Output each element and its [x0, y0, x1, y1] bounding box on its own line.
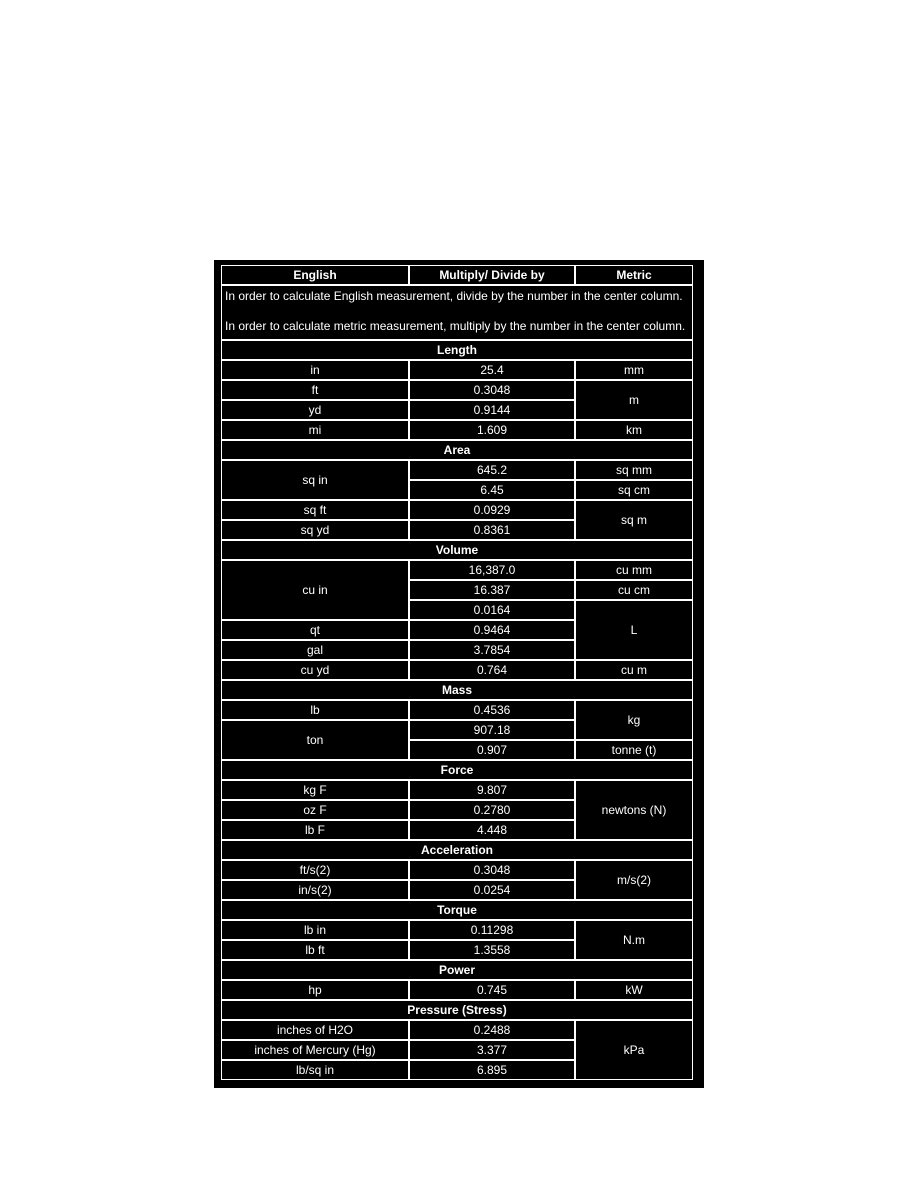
english-unit: hp — [221, 980, 409, 1000]
conversion-table — [214, 260, 704, 1088]
metric-unit: newtons (N) — [575, 780, 693, 840]
header-metric: Metric — [575, 265, 693, 285]
section-mass: Mass — [221, 680, 693, 700]
factor-value: 0.907 — [409, 740, 575, 760]
metric-unit: kPa — [575, 1020, 693, 1080]
factor-value: 4.448 — [409, 820, 575, 840]
english-unit: sq ft — [221, 500, 409, 520]
metric-unit: sq m — [575, 500, 693, 540]
factor-value: 16,387.0 — [409, 560, 575, 580]
english-unit: lb F — [221, 820, 409, 840]
factor-value: 0.9144 — [409, 400, 575, 420]
metric-unit: kW — [575, 980, 693, 1000]
factor-value: 9.807 — [409, 780, 575, 800]
note-metric: In order to calculate metric measurement, multiply by the number in the center column. — [225, 319, 686, 333]
factor-value: 0.3048 — [409, 380, 575, 400]
factor-value: 907.18 — [409, 720, 575, 740]
section-torque: Torque — [221, 900, 693, 920]
english-unit: lb ft — [221, 940, 409, 960]
factor-value: 0.8361 — [409, 520, 575, 540]
factor-value: 25.4 — [409, 360, 575, 380]
english-unit: lb — [221, 700, 409, 720]
metric-unit: m/s(2) — [575, 860, 693, 900]
factor-value: 0.2780 — [409, 800, 575, 820]
metric-unit: cu cm — [575, 580, 693, 600]
english-unit: inches of H2O — [221, 1020, 409, 1040]
factor-value: 0.0254 — [409, 880, 575, 900]
section-power: Power — [221, 960, 693, 980]
english-unit: ft — [221, 380, 409, 400]
factor-value: 0.745 — [409, 980, 575, 1000]
factor-value: 6.895 — [409, 1060, 575, 1080]
factor-value: 0.3048 — [409, 860, 575, 880]
metric-unit: cu mm — [575, 560, 693, 580]
section-volume: Volume — [221, 540, 693, 560]
factor-value: 0.11298 — [409, 920, 575, 940]
header-factor: Multiply/ Divide by — [409, 265, 575, 285]
english-unit: lb/sq in — [221, 1060, 409, 1080]
factor-value: 0.4536 — [409, 700, 575, 720]
metric-unit: L — [575, 600, 693, 660]
section-pressure: Pressure (Stress) — [221, 1000, 693, 1020]
section-length: Length — [221, 340, 693, 360]
factor-value: 3.377 — [409, 1040, 575, 1060]
english-unit: sq yd — [221, 520, 409, 540]
instructions-note — [221, 285, 693, 340]
factor-value: 3.7854 — [409, 640, 575, 660]
metric-unit: tonne (t) — [575, 740, 693, 760]
section-force: Force — [221, 760, 693, 780]
factor-value: 0.9464 — [409, 620, 575, 640]
english-unit: inches of Mercury (Hg) — [221, 1040, 409, 1060]
metric-unit: sq cm — [575, 480, 693, 500]
factor-value: 0.2488 — [409, 1020, 575, 1040]
english-unit: in — [221, 360, 409, 380]
metric-unit: N.m — [575, 920, 693, 960]
english-unit: oz F — [221, 800, 409, 820]
english-unit: mi — [221, 420, 409, 440]
note-english: In order to calculate English measurement, divide by the number in the center column. — [225, 289, 683, 303]
english-unit: cu in — [221, 560, 409, 620]
english-unit: sq in — [221, 460, 409, 500]
factor-value: 645.2 — [409, 460, 575, 480]
english-unit: in/s(2) — [221, 880, 409, 900]
factor-value: 16.387 — [409, 580, 575, 600]
english-unit: gal — [221, 640, 409, 660]
factor-value: 0.764 — [409, 660, 575, 680]
metric-unit: m — [575, 380, 693, 420]
english-unit: ton — [221, 720, 409, 760]
metric-unit: mm — [575, 360, 693, 380]
metric-unit: kg — [575, 700, 693, 740]
english-unit: cu yd — [221, 660, 409, 680]
factor-value: 1.3558 — [409, 940, 575, 960]
english-unit: qt — [221, 620, 409, 640]
english-unit: lb in — [221, 920, 409, 940]
metric-unit: sq mm — [575, 460, 693, 480]
factor-value: 1.609 — [409, 420, 575, 440]
section-area: Area — [221, 440, 693, 460]
factor-value: 6.45 — [409, 480, 575, 500]
header-english: English — [221, 265, 409, 285]
section-acceleration: Acceleration — [221, 840, 693, 860]
metric-unit: km — [575, 420, 693, 440]
english-unit: yd — [221, 400, 409, 420]
factor-value: 0.0164 — [409, 600, 575, 620]
factor-value: 0.0929 — [409, 500, 575, 520]
english-unit: kg F — [221, 780, 409, 800]
english-unit: ft/s(2) — [221, 860, 409, 880]
metric-unit: cu m — [575, 660, 693, 680]
